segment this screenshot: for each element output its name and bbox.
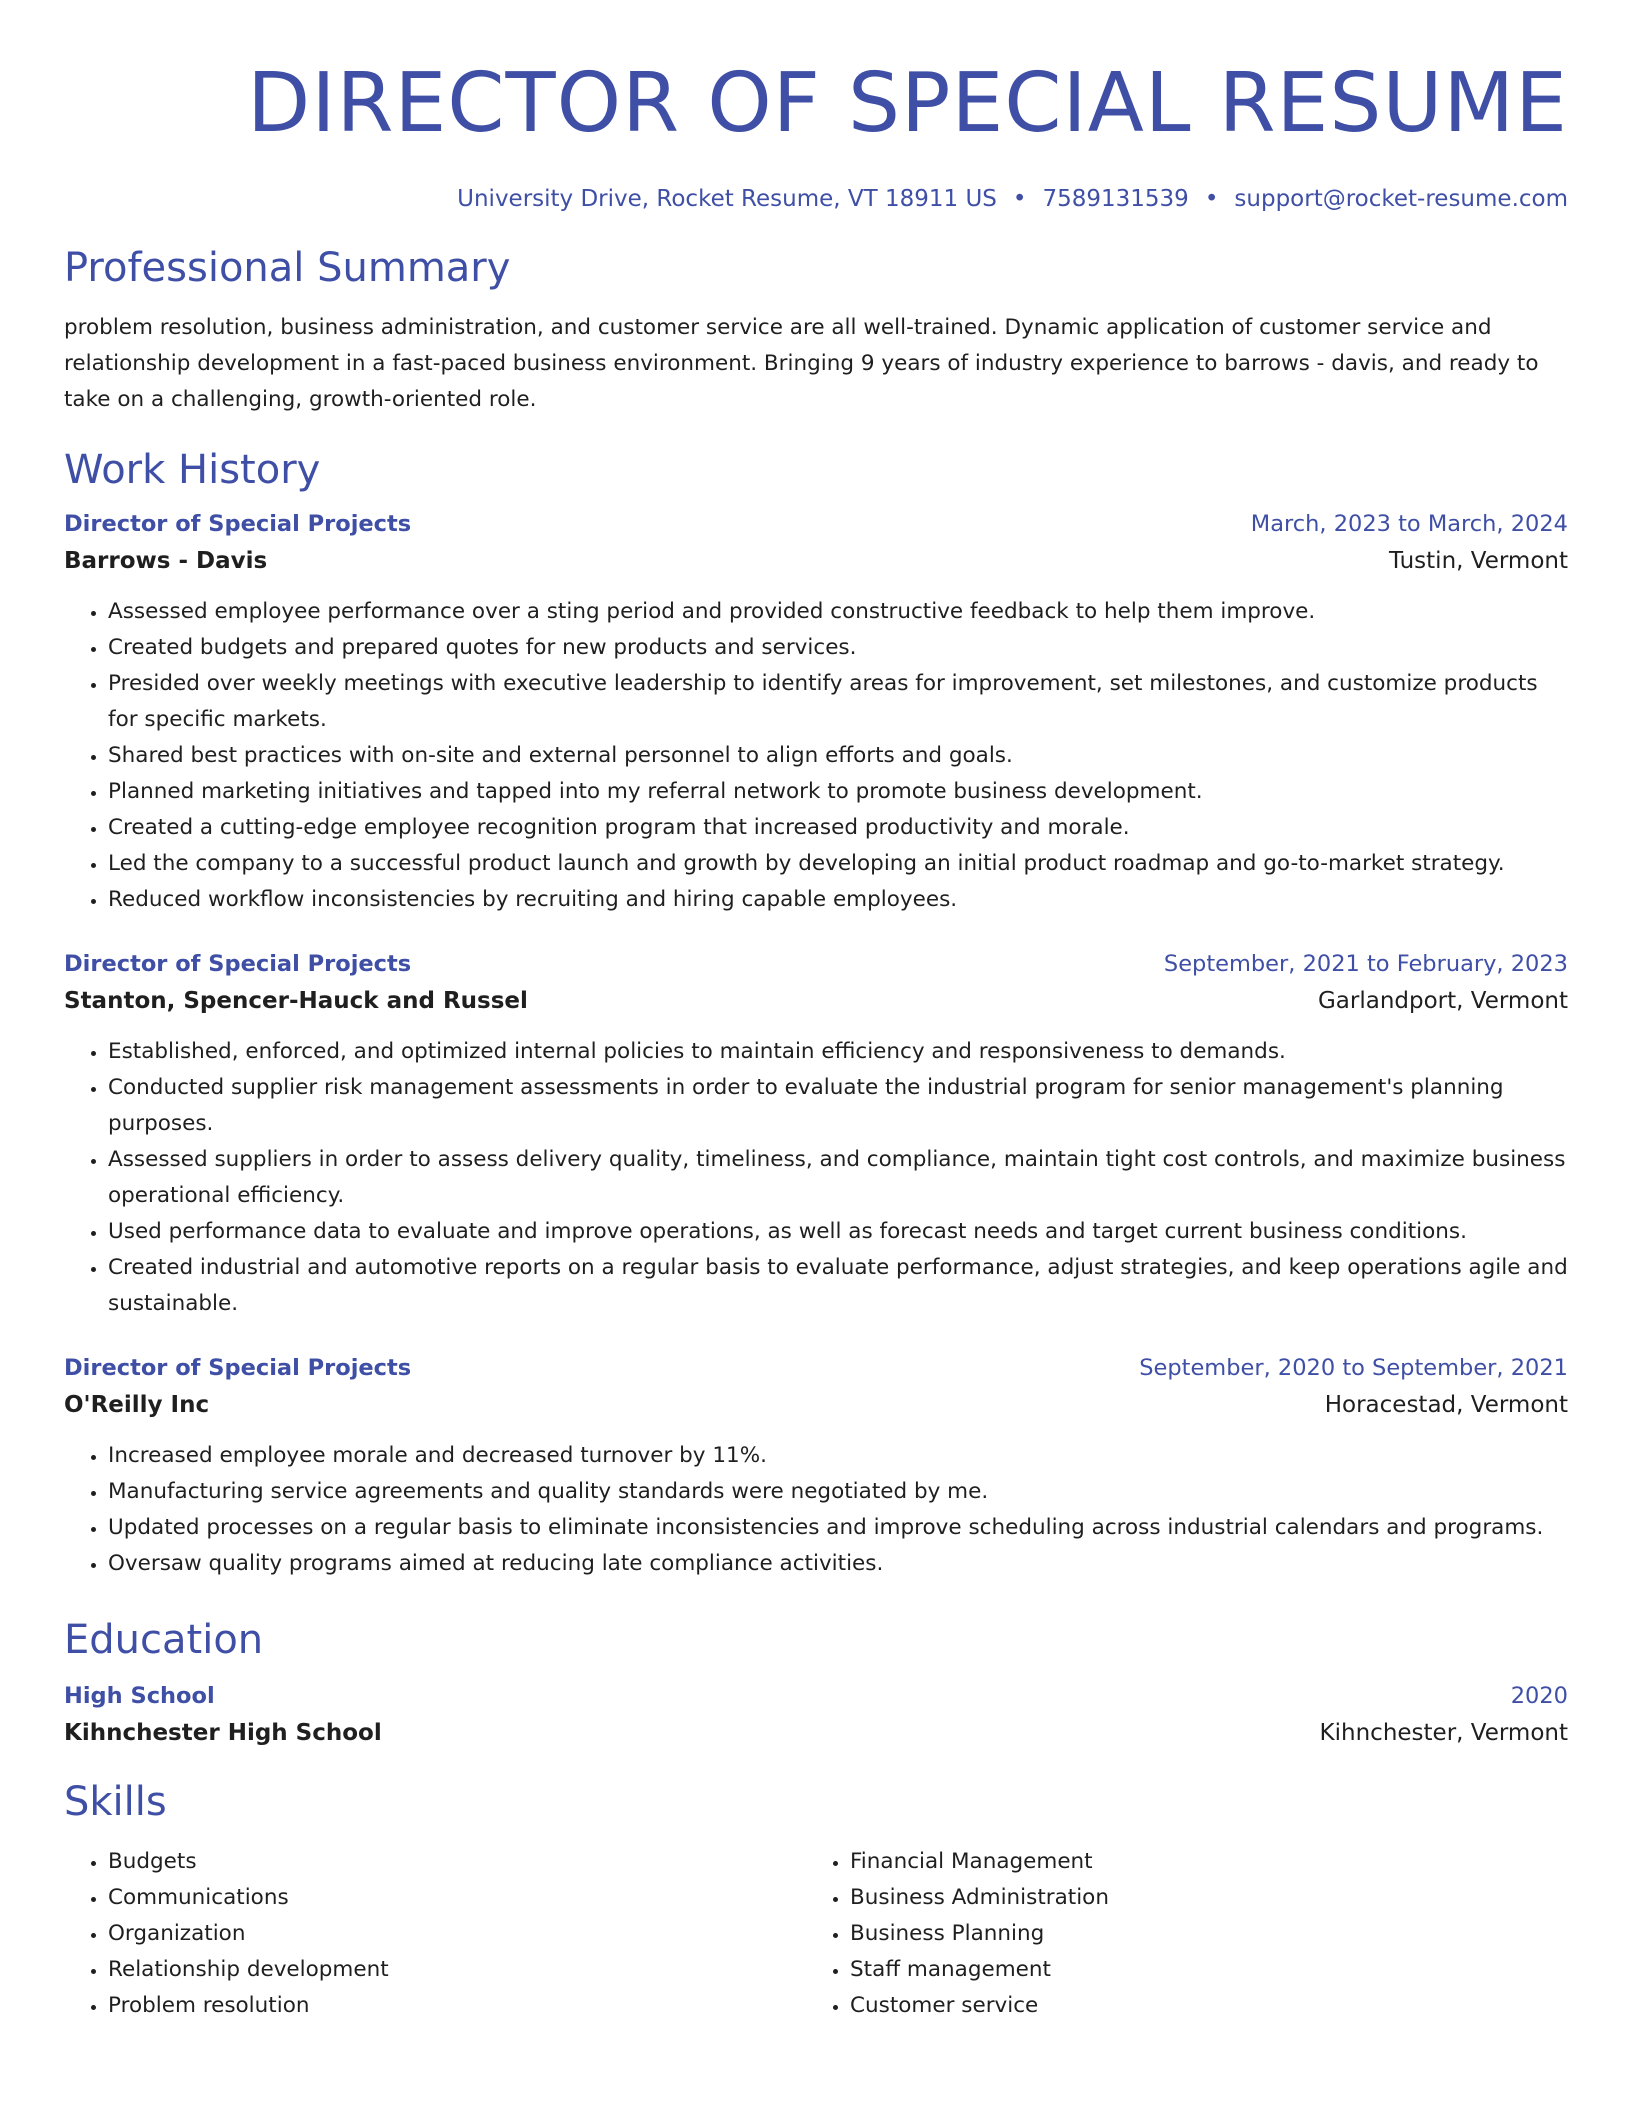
job-dates: March, 2023 to March, 2024 <box>1250 511 1568 537</box>
job-bullet: • Planned marketing initiatives and tapped into my referral network to promote business development. <box>108 774 1568 810</box>
job-bullet: • Conducted supplier risk management assessments in order to evaluate the industrial program for senior management's planning purposes. <box>108 1070 1568 1142</box>
job-company: Barrows - Davis <box>64 548 268 574</box>
job-bullet: • Shared best practices with on-site and external personnel to align efforts and goals. <box>108 738 1568 774</box>
job-bullet: • Reduced workflow inconsistencies by recruiting and hiring capable employees. <box>108 882 1568 918</box>
job-company: O'Reilly Inc <box>64 1392 210 1418</box>
skills-heading: Skills <box>64 1779 167 1825</box>
resume-page <box>64 0 1568 2024</box>
job-company: Stanton, Spencer-Hauck and Russel <box>64 988 528 1014</box>
job-location: Garlandport, Vermont <box>1317 988 1568 1014</box>
summary-heading: Professional Summary <box>64 245 511 291</box>
contact-email: support@rocket-resume.com <box>1234 186 1568 212</box>
skill-item: • Customer service <box>850 1988 1548 2024</box>
job-role: Director of Special Projects <box>64 951 412 977</box>
skill-item: • Financial Management <box>850 1844 1548 1880</box>
skill-item: • Business Administration <box>850 1880 1548 1916</box>
skill-item: • Problem resolution <box>108 1988 806 2024</box>
skill-item: • Budgets <box>108 1844 806 1880</box>
resume-name: DIRECTOR OF SPECIAL RESUME <box>247 56 1568 151</box>
job-bullet: • Led the company to a successful product launch and growth by developing an initial product roadmap and go-to-market strategy. <box>108 846 1568 882</box>
job-role: Director of Special Projects <box>64 1355 412 1381</box>
job-entry <box>64 1350 1568 1582</box>
job-bullet: • Presided over weekly meetings with executive leadership to identify areas for improvement, set milestones, and customize products for specific markets. <box>108 666 1568 738</box>
job-bullet: • Oversaw quality programs aimed at reducing late compliance activities. <box>108 1546 1568 1582</box>
job-bullet: • Updated processes on a regular basis to eliminate inconsistencies and improve scheduling across industrial calendars and programs. <box>108 1510 1568 1546</box>
skill-item: • Business Planning <box>850 1916 1548 1952</box>
job-dates: September, 2021 to February, 2023 <box>1163 951 1568 977</box>
education-entry <box>64 1678 1568 1752</box>
education-school: Kihnchester High School <box>64 1720 382 1746</box>
job-bullet: • Assessed employee performance over a sting period and provided constructive feedback to help them improve. <box>108 594 1568 630</box>
job-entry <box>64 506 1568 918</box>
job-role: Director of Special Projects <box>64 511 412 537</box>
job-dates: September, 2020 to September, 2021 <box>1139 1355 1568 1381</box>
job-bullet: • Manufacturing service agreements and quality standards were negotiated by me. <box>108 1474 1568 1510</box>
education-year: 2020 <box>1510 1683 1568 1709</box>
contact-address: University Drive, Rocket Resume, VT 18911 US <box>457 186 997 212</box>
contact-separator: • <box>1204 186 1219 212</box>
skills-list <box>64 1844 1568 2024</box>
job-entry <box>64 946 1568 1322</box>
job-location: Horacestad, Vermont <box>1324 1392 1568 1418</box>
job-bullets <box>64 1438 1568 1582</box>
contact-line <box>64 184 1568 214</box>
job-bullet: • Used performance data to evaluate and improve operations, as well as forecast needs and target current business conditions. <box>108 1214 1568 1250</box>
education-degree: High School <box>64 1683 215 1709</box>
job-bullets <box>64 1034 1568 1322</box>
skill-item: • Communications <box>108 1880 806 1916</box>
job-bullets <box>64 594 1568 918</box>
job-bullet: • Increased employee morale and decreased turnover by 11%. <box>108 1438 1568 1474</box>
job-bullet: • Created budgets and prepared quotes for new products and services. <box>108 630 1568 666</box>
contact-separator: • <box>1012 186 1027 212</box>
skill-item: • Organization <box>108 1916 806 1952</box>
summary-text: problem resolution, business administration, and customer service are all well-trained. Dynamic application of customer service and relationship development in a fast-paced business environment. Bringing 9 years of industry experience to barrows - davis, and ready to take on a challenging, growth-oriented role. <box>64 315 1539 412</box>
education-location: Kihnchester, Vermont <box>1319 1720 1568 1746</box>
job-location: Tustin, Vermont <box>1389 548 1568 574</box>
job-bullet: • Established, enforced, and optimized internal policies to maintain efficiency and responsiveness to demands. <box>108 1034 1568 1070</box>
skill-item: • Staff management <box>850 1952 1548 1988</box>
job-bullet: • Assessed suppliers in order to assess delivery quality, timeliness, and compliance, maintain tight cost controls, and maximize business operational efficiency. <box>108 1142 1568 1214</box>
work-history-heading: Work History <box>64 447 321 493</box>
job-bullet: • Created a cutting-edge employee recognition program that increased productivity and morale. <box>108 810 1568 846</box>
skills-column-left <box>64 1844 806 2024</box>
education-heading: Education <box>64 1617 264 1663</box>
skills-column-right <box>806 1844 1548 2024</box>
job-bullet: • Created industrial and automotive reports on a regular basis to evaluate performance, adjust strategies, and keep operations agile and sustainable. <box>108 1250 1568 1322</box>
skill-item: • Relationship development <box>108 1952 806 1988</box>
contact-phone: 7589131539 <box>1042 186 1189 212</box>
